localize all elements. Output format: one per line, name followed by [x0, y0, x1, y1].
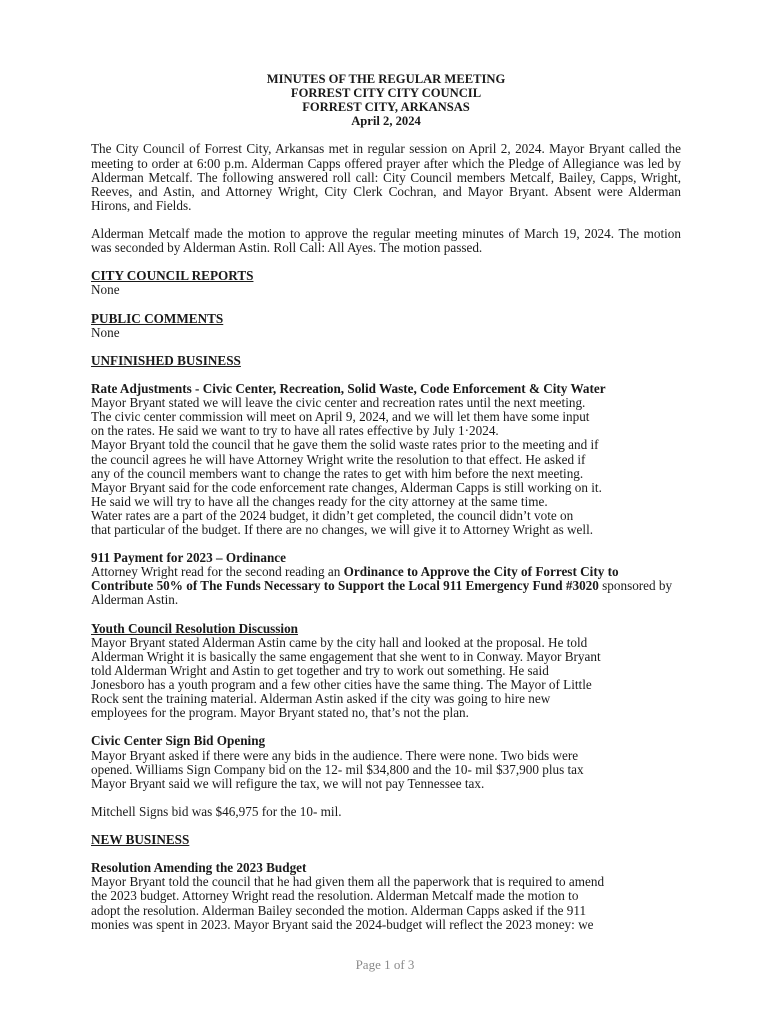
ordinance-title: Ordinance to Approve the City of Forrest City to Contribute 50% of The Funds Necessary to Support the Local 911 Emergency Fund #3020 — [91, 564, 619, 594]
council-reports-body: None — [91, 282, 120, 298]
header-council: FORREST CITY CITY COUNCIL — [290, 86, 482, 101]
document-header — [91, 72, 681, 128]
header-title: MINUTES OF THE REGULAR MEETING — [266, 72, 506, 86]
text-line: Mayor Bryant stated we will leave the civic center and recreation rates until the next meeting. — [91, 395, 586, 411]
header-date: April 2, 2024 — [351, 114, 421, 129]
new-business-heading: NEW BUSINESS — [91, 832, 190, 848]
text-line: Rock sent the training material. Alderman Astin asked if the city was going to hire new — [91, 691, 551, 707]
text-line: employees for the program. Mayor Bryant stated no, that’s not the plan. — [91, 705, 469, 721]
rate-adjustments-body — [91, 396, 681, 537]
text-line: the council agrees he will have Attorney Wright write the resolution to that effect. He asked if — [91, 451, 586, 467]
text-line: Water rates are a part of the 2024 budget, it didn’t get completed, the council didn’t vote on — [91, 507, 574, 523]
budget-resolution-heading: Resolution Amending the 2023 Budget — [91, 860, 307, 876]
rate-adjustments-heading: Rate Adjustments - Civic Center, Recreation, Solid Waste, Code Enforcement & City Water — [91, 381, 606, 397]
text-line: monies was spent in 2023. Mayor Bryant said the 2024-budget will reflect the 2023 money: we — [91, 916, 594, 932]
youth-council-body — [91, 636, 681, 721]
text-line: on the rates. He said we want to try to have all rates effective by July 1·2024. — [91, 423, 499, 439]
payment-911-text-post: sponsored by Alderman Astin. — [91, 578, 673, 608]
public-comments-heading: PUBLIC COMMENTS — [91, 310, 224, 326]
text-line: that particular of the budget. If there are no changes, we will give it to Attorney Wright as well. — [91, 522, 594, 537]
text-line: Mayor Bryant stated Alderman Astin came by the city hall and looked at the proposal. He told — [91, 634, 588, 650]
payment-911-body — [91, 565, 681, 607]
council-reports-heading: CITY COUNCIL REPORTS — [91, 268, 254, 284]
text-line: He said we will try to have all the changes ready for the city attorney at the same time. — [91, 493, 548, 509]
text-line: Mayor Bryant said we will refigure the tax, we will not pay Tennessee tax. — [91, 775, 485, 791]
header-location: FORREST CITY, ARKANSAS — [302, 100, 470, 115]
text-line: the 2023 budget. Attorney Wright read the resolution. Alderman Metcalf made the motion to — [91, 888, 579, 904]
unfinished-business-heading: UNFINISHED BUSINESS — [91, 352, 241, 368]
payment-911-heading: 911 Payment for 2023 – Ordinance — [91, 550, 286, 566]
sign-bid-heading: Civic Center Sign Bid Opening — [91, 733, 266, 749]
text-line: Jonesboro has a youth program and a few other cities have the same thing. The Mayor of Little — [91, 677, 592, 693]
text-line: Alderman Wright it is basically the same engagement that she went to in Conway. Mayor Bryant — [91, 648, 601, 664]
budget-resolution-body — [91, 875, 681, 931]
payment-911-text-pre: Attorney Wright read for the second reading an — [91, 564, 344, 580]
text-line: opened. Williams Sign Company bid on the 12- mil $34,800 and the 10- mil $37,900 plus tax — [91, 761, 584, 777]
public-comments-body: None — [91, 324, 120, 340]
text-line: The civic center commission will meet on April 9, 2024, and we will let them have some input — [91, 409, 590, 425]
page-number: Page 1 of 3 — [355, 957, 415, 972]
sign-bid-body — [91, 749, 681, 791]
youth-council-heading: Youth Council Resolution Discussion — [91, 620, 299, 636]
intro-paragraph: The City Council of Forrest City, Arkansas met in regular session on April 2, 2024. Mayor Bryant called the meeting to order at 6:00 p.m. Alderman Capps offered prayer after which the Pledge of Allegiance was led by Alderman Metcalf. The following answered roll call: City Council members Metcalf, Bailey, Capps, Wright, Reeves, and Astin, and Attorney Wright, City Clerk Cochran, and Mayor Bryant. Absent were Alderman Hirons, and Fields. — [91, 141, 681, 213]
text-line: told Alderman Wright and Astin to get together and try to work out something. He said — [91, 662, 549, 678]
text-line: Mayor Bryant told the council that he had given them all the paperwork that is required to amend — [91, 874, 605, 890]
text-line: Mayor Bryant said for the code enforcement rate changes, Alderman Capps is still working on it. — [91, 479, 602, 495]
text-line: any of the council members want to change the rates to get with him before the next meeting. — [91, 465, 584, 481]
text-line: Mayor Bryant told the council that he gave them the solid waste rates prior to the meeting and if — [91, 437, 599, 453]
text-line: Mayor Bryant asked if there were any bids in the audience. There were none. Two bids were — [91, 747, 579, 763]
text-line: adopt the resolution. Alderman Bailey seconded the motion. Alderman Capps asked if the 911 — [91, 902, 587, 918]
minutes-content — [91, 72, 681, 932]
minutes-approval-paragraph: Alderman Metcalf made the motion to approve the regular meeting minutes of March 19, 2024. The motion was seconded by Alderman Astin. Roll Call: All Ayes. The motion passed. — [91, 226, 681, 256]
mitchell-bid-paragraph: Mitchell Signs bid was $46,975 for the 10- mil. — [91, 803, 342, 819]
